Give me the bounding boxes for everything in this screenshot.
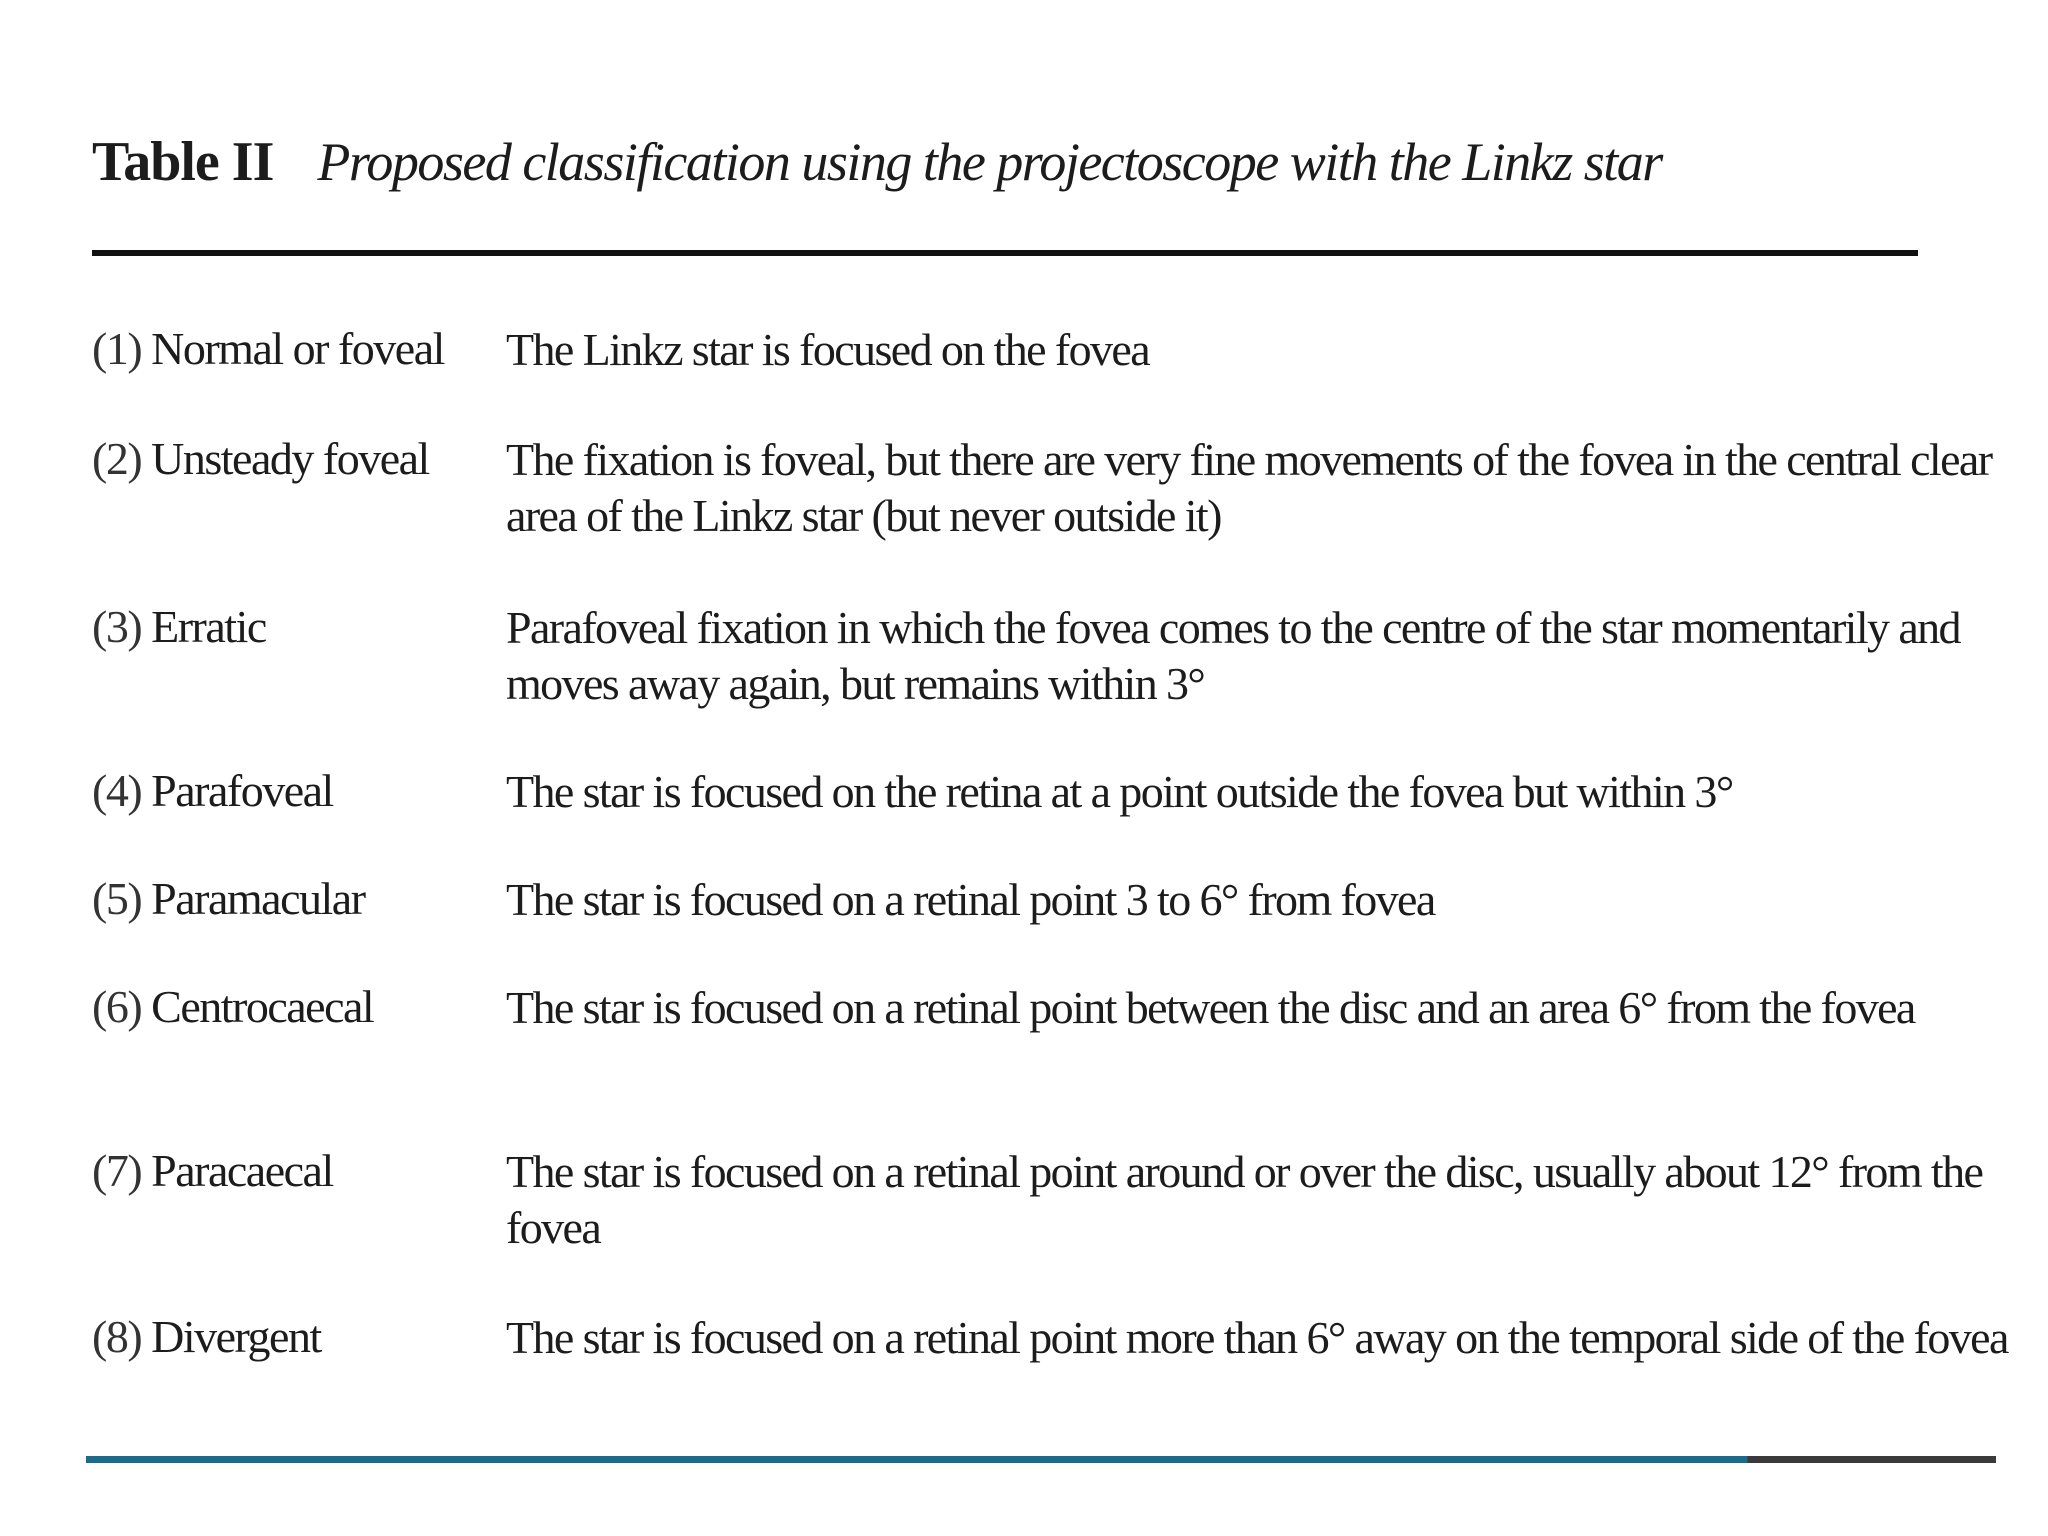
table-label: Table II <box>92 131 274 193</box>
row-term: Unsteady foveal <box>151 433 429 484</box>
row-label <box>92 322 492 375</box>
row-label <box>92 1310 492 1363</box>
bottom-rule <box>86 1456 1996 1463</box>
row-term: Paramacular <box>151 873 365 924</box>
row-label <box>92 764 492 817</box>
row-number: (2) <box>92 433 142 484</box>
row-term: Normal or foveal <box>151 323 444 374</box>
row-number: (8) <box>92 1311 142 1362</box>
row-description: The Linkz star is focused on the fovea <box>506 324 1150 375</box>
row-label <box>92 432 492 485</box>
row-term: Paracaecal <box>151 1145 333 1196</box>
row-term: Parafoveal <box>151 765 333 816</box>
table-caption: Proposed classification using the projectoscope with the Linkz star <box>317 132 1662 192</box>
row-label <box>92 600 492 653</box>
table-title <box>92 130 1912 210</box>
row-number: (7) <box>92 1145 142 1196</box>
row-label <box>92 872 492 925</box>
row-number: (5) <box>92 873 142 924</box>
row-number: (4) <box>92 765 142 816</box>
row-number: (3) <box>92 601 142 652</box>
row-description: The star is focused on a retinal point more than 6° away on the temporal side of the fovea <box>506 1312 2008 1363</box>
row-term: Divergent <box>151 1311 321 1362</box>
row-term: Erratic <box>151 601 266 652</box>
row-description: The star is focused on a retinal point 3 to 6° from fovea <box>506 874 1435 925</box>
row-label <box>92 980 492 1033</box>
row-number: (1) <box>92 323 142 374</box>
top-rule <box>92 250 1918 256</box>
row-description: The star is focused on a retinal point around or over the disc, usually about 12° from the fovea <box>506 1146 1983 1253</box>
row-description: Parafoveal fixation in which the fovea comes to the centre of the star momentarily and moves away again, but remains within 3° <box>506 602 1960 709</box>
row-number: (6) <box>92 981 142 1032</box>
row-description: The star is focused on a retinal point between the disc and an area 6° from the fovea <box>506 982 1915 1033</box>
row-description: The fixation is foveal, but there are very fine movements of the fovea in the central clear area of the Linkz star (but never outside it) <box>506 434 1992 541</box>
row-label <box>92 1144 492 1197</box>
row-description: The star is focused on the retina at a point outside the fovea but within 3° <box>506 766 1733 817</box>
row-term: Centrocaecal <box>151 981 374 1032</box>
